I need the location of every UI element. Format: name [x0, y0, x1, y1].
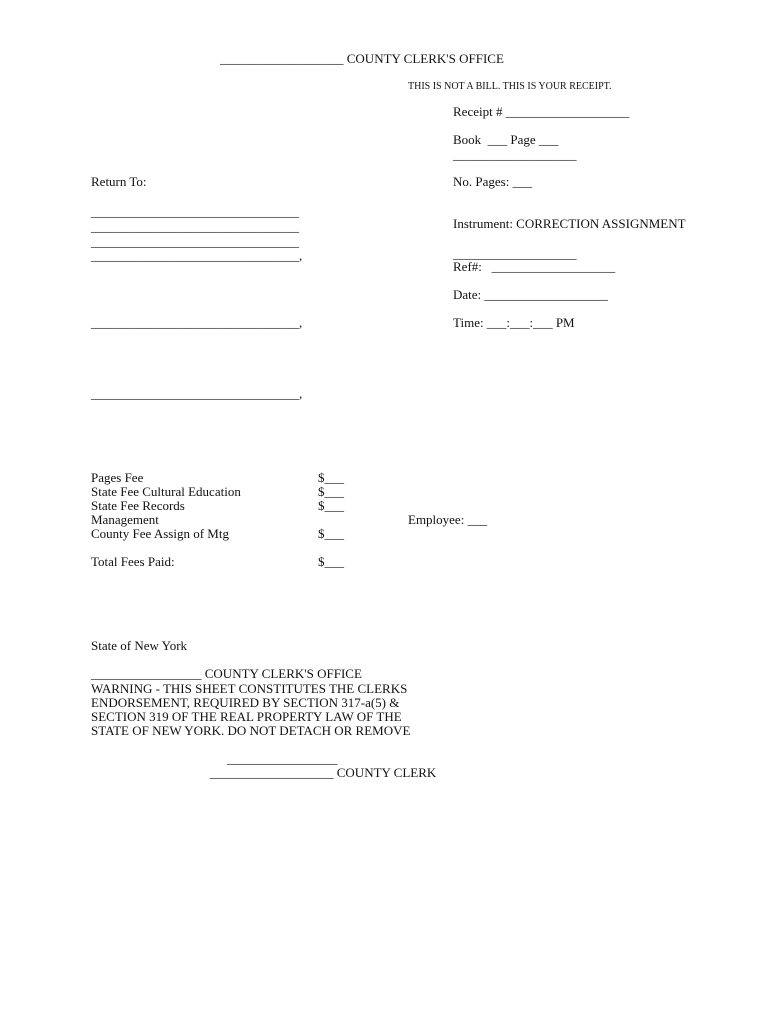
total-fees-value: $___ [318, 554, 344, 569]
warning-line: STATE OF NEW YORK. DO NOT DETACH OR REMOVE [91, 723, 411, 738]
fee-label-cultural-education: State Fee Cultural Education [91, 484, 241, 499]
office-title: ___________________ COUNTY CLERK'S OFFICE [220, 51, 504, 66]
date-field: Date: ___________________ [453, 287, 608, 302]
fee-value-assign-of-mtg: $___ [318, 526, 344, 541]
blank-line: ________________________________, [91, 315, 303, 330]
signature-line: _________________ [227, 751, 338, 766]
fee-label-assign-of-mtg: County Fee Assign of Mtg [91, 526, 229, 541]
return-to-line: ________________________________ [91, 234, 299, 249]
fee-value-pages: $___ [318, 470, 344, 485]
receipt-number-field: Receipt # ___________________ [453, 104, 630, 119]
county-clerk-line: ___________________ COUNTY CLERK [210, 765, 437, 780]
return-to-line: ________________________________ [91, 204, 299, 219]
ref-field: Ref#: ___________________ [453, 259, 616, 274]
fee-value-records: $___ [318, 498, 344, 513]
instrument-underline: ___________________ [453, 246, 577, 261]
book-page-field: Book ___ Page ___ [453, 132, 559, 147]
return-to-label: Return To: [91, 174, 147, 189]
warning-line: ENDORSEMENT, REQUIRED BY SECTION 317-a(5) & [91, 695, 400, 710]
footer-office-line: _________________ COUNTY CLERK'S OFFICE [91, 666, 362, 681]
employee-field: Employee: ___ [408, 512, 488, 527]
receipt-notice: THIS IS NOT A BILL. THIS IS YOUR RECEIPT. [408, 81, 612, 92]
return-to-line: ________________________________, [91, 248, 303, 263]
total-fees-label: Total Fees Paid: [91, 554, 175, 569]
time-field: Time: ___:___:___ PM [453, 315, 575, 330]
warning-line: WARNING - THIS SHEET CONSTITUTES THE CLERKS [91, 681, 408, 696]
instrument-field: Instrument: CORRECTION ASSIGNMENT [453, 216, 686, 231]
fee-label-pages: Pages Fee [91, 470, 144, 485]
warning-line: SECTION 319 OF THE REAL PROPERTY LAW OF THE [91, 709, 402, 724]
fee-label-records: State Fee Records [91, 498, 185, 513]
fee-label-management: Management [91, 512, 159, 527]
no-pages-field: No. Pages: ___ [453, 174, 533, 189]
state-label: State of New York [91, 638, 188, 653]
blank-line: ________________________________, [91, 386, 303, 401]
fee-value-cultural-education: $___ [318, 484, 344, 499]
book-page-underline: ___________________ [453, 147, 577, 162]
return-to-line: ________________________________ [91, 219, 299, 234]
